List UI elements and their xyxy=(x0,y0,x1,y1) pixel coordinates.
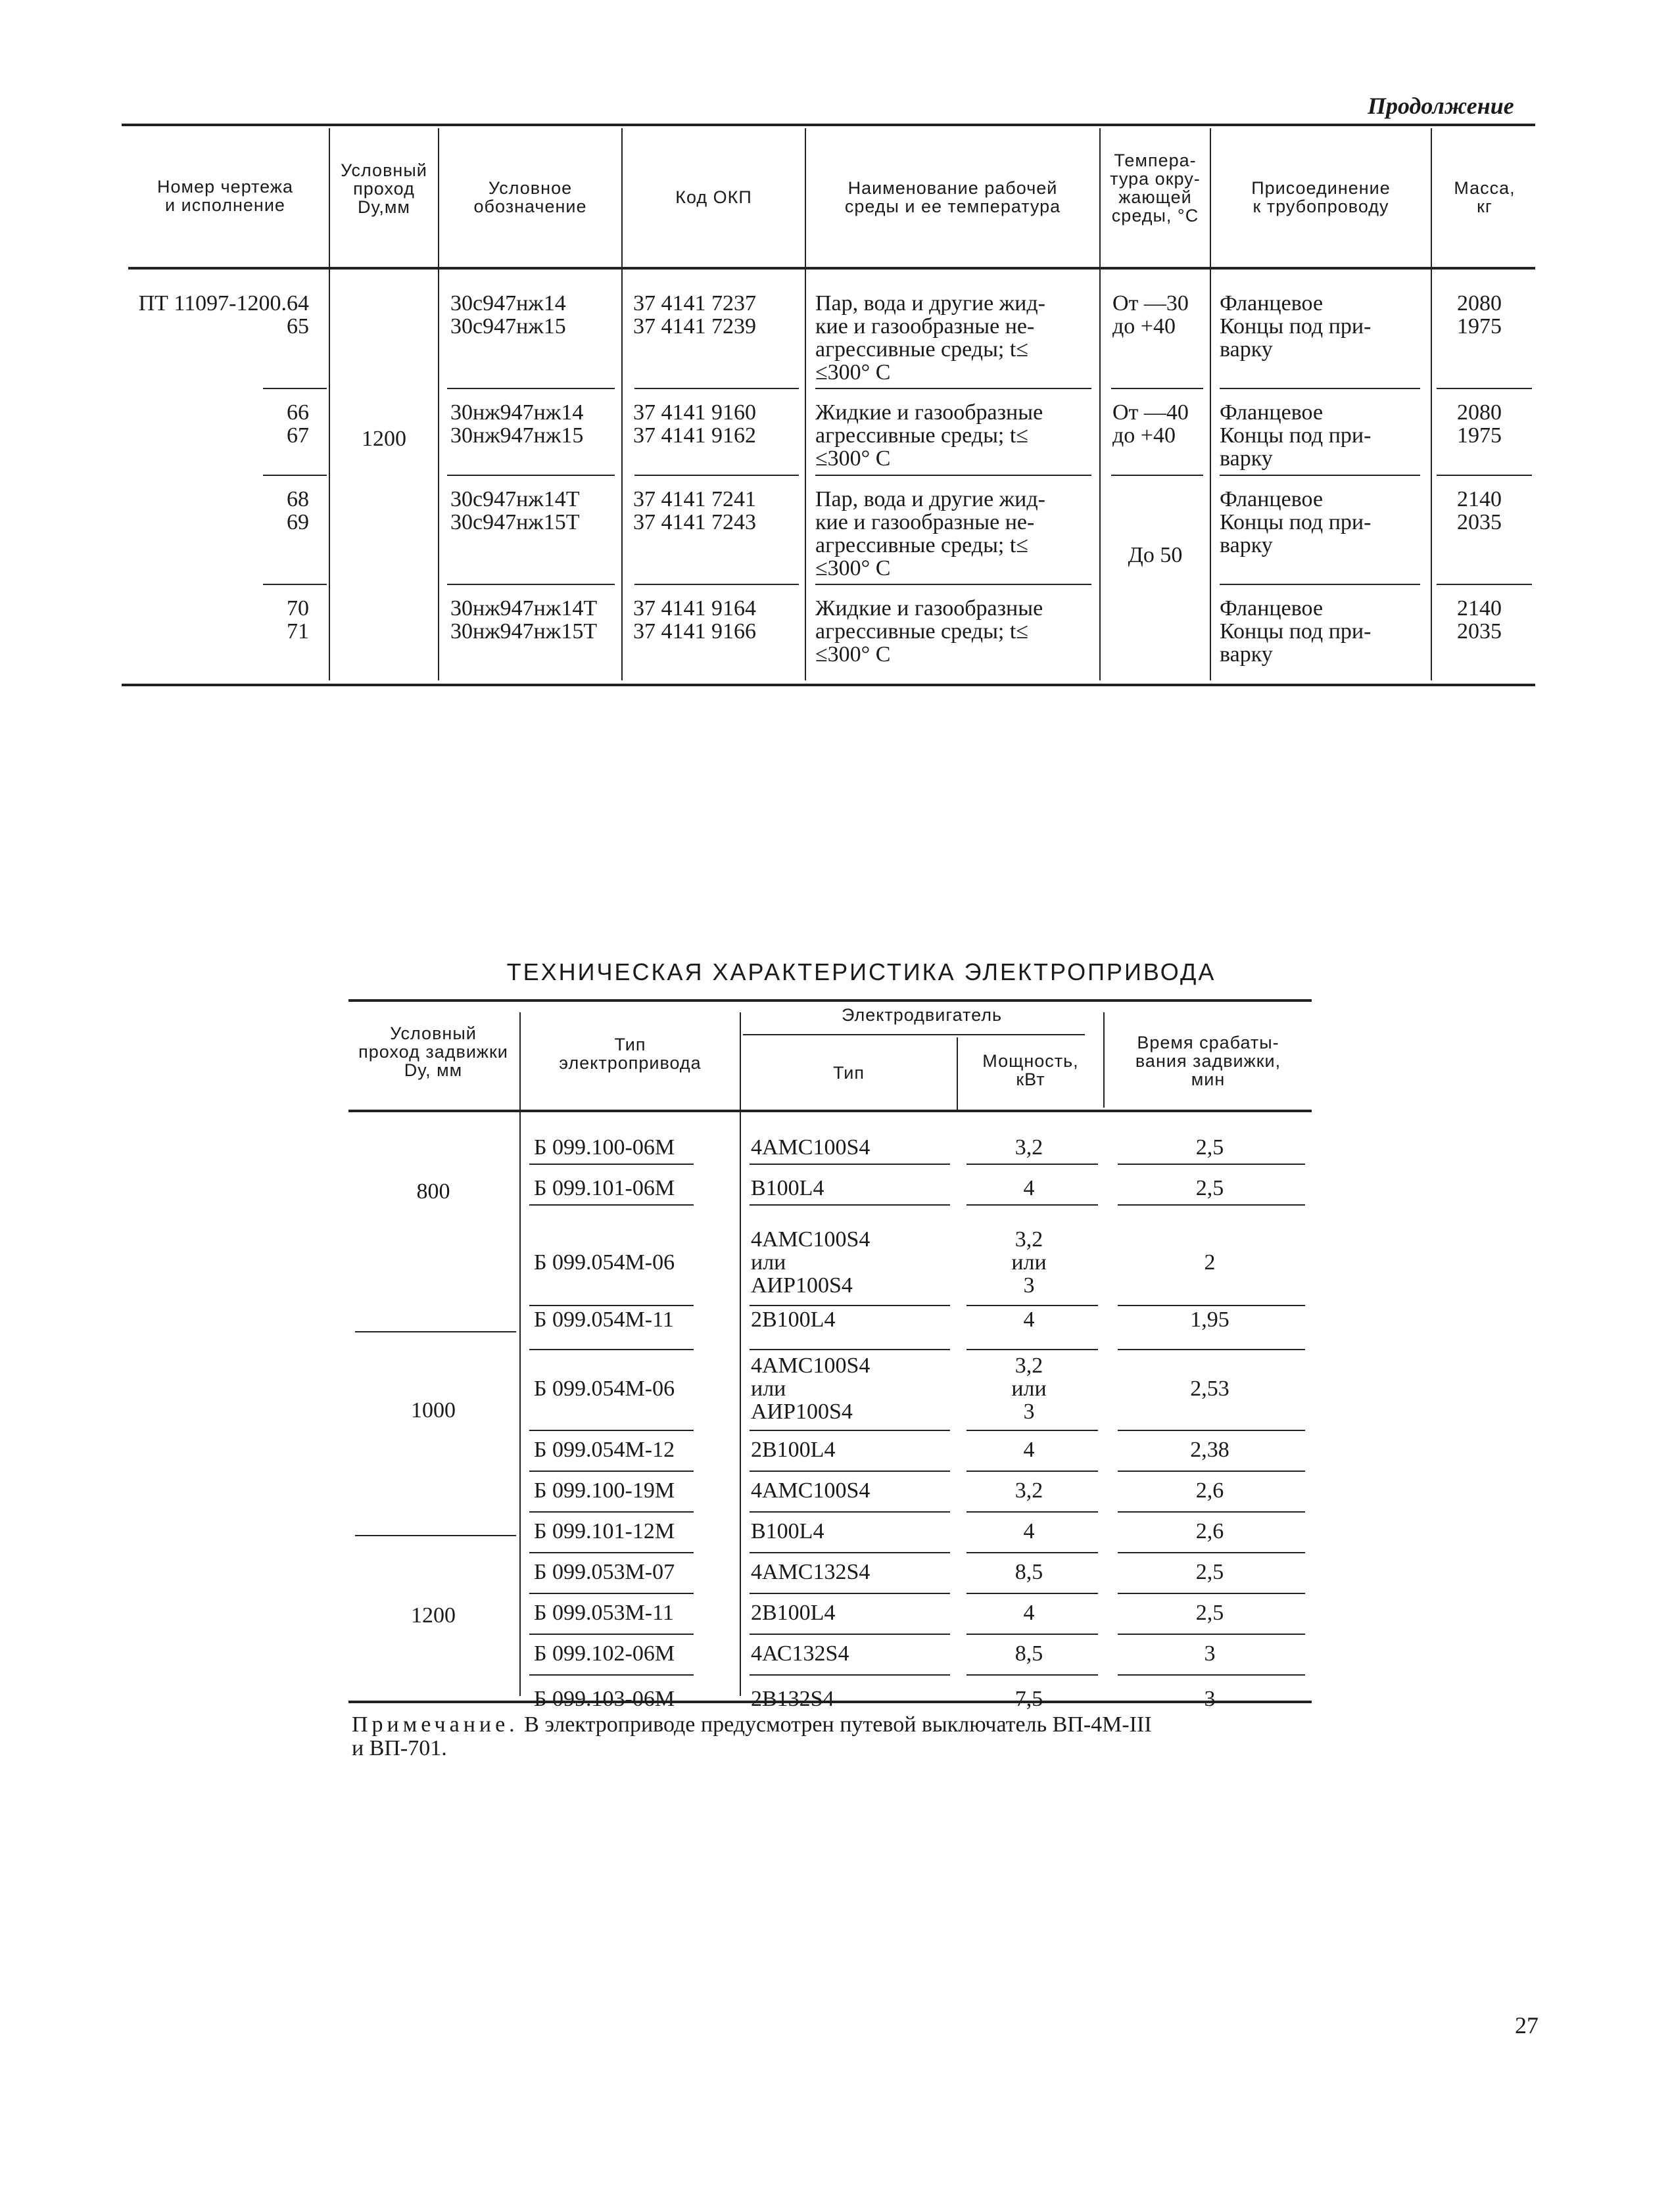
table2-motor-type: 4АС132S4 xyxy=(751,1641,849,1666)
table2-row-separator xyxy=(966,1164,1098,1165)
table2-power: 3,2 или 3 xyxy=(1011,1227,1047,1298)
table1-row-okp: 37 4141 7237 37 4141 7239 xyxy=(633,291,756,339)
table2-row-separator xyxy=(966,1674,1098,1676)
table1-row-mass: 2080 1975 xyxy=(1457,400,1502,448)
table1-row-connection: Фланцевое Концы под при- варку xyxy=(1220,596,1372,667)
group-separator xyxy=(263,475,327,476)
table1-row-connection: Фланцевое Концы под при- варку xyxy=(1220,291,1372,362)
table2-power: 4 xyxy=(1023,1601,1035,1625)
group-separator xyxy=(447,388,615,389)
table2-motor-type: 4АМС132S4 xyxy=(751,1560,871,1584)
table2-row-separator xyxy=(750,1674,950,1676)
table2-motor-type: 4АМС100S4 xyxy=(751,1478,871,1503)
table1-col-divider xyxy=(621,128,623,680)
table2-power: 8,5 xyxy=(1014,1560,1043,1584)
table2-row-separator xyxy=(529,1593,694,1594)
table2-row-separator xyxy=(1118,1511,1305,1513)
table2-row-separator xyxy=(529,1634,694,1635)
table1-row-okp: 37 4141 7241 37 4141 7243 xyxy=(633,487,756,534)
table2-power: 3,2 или 3 xyxy=(1011,1353,1047,1424)
header-nominal-diameter: Условный проход Dу,мм xyxy=(341,160,427,217)
table2-drive-type: Б 099.100-19М xyxy=(534,1478,675,1503)
table2-time: 3 xyxy=(1204,1687,1216,1711)
table2-motor-type: 2В132S4 xyxy=(751,1687,834,1711)
table2-group-separator xyxy=(355,1535,516,1536)
table2-drive-type: Б 099.053М-07 xyxy=(534,1560,675,1584)
header-mass: Масса, кг xyxy=(1454,178,1515,216)
table2-row-separator xyxy=(1118,1204,1305,1206)
table2-row-separator xyxy=(1118,1305,1305,1306)
header-ambient-temperature: Темпера- тура окру- жающей среды, °С xyxy=(1110,151,1201,225)
table2-row-separator xyxy=(966,1471,1098,1472)
header-medium: Наименование рабочей среды и ее температура xyxy=(844,178,1061,216)
table1-row-designations: 30с947нж14 30с947нж15 xyxy=(450,291,566,339)
table2-top-rule xyxy=(348,999,1312,1002)
table2-time: 2,6 xyxy=(1195,1478,1224,1503)
table1-dn-value: 1200 xyxy=(362,427,406,451)
group-separator xyxy=(1220,584,1420,585)
group-separator xyxy=(815,475,1091,476)
table1-row-numbers: 70 71 xyxy=(287,596,309,644)
table1-bottom-rule xyxy=(122,684,1535,686)
table2-dn-1000: 1000 xyxy=(411,1398,456,1423)
note-text: В электроприводе предусмотрен путевой выключатель ВП-4М-III и ВП-701. xyxy=(352,1712,1152,1760)
group-separator xyxy=(1220,475,1420,476)
table2-time: 1,95 xyxy=(1190,1307,1229,1332)
table2-row-separator xyxy=(1118,1471,1305,1472)
table2-row-separator xyxy=(529,1430,694,1431)
header-motor: Электродвигатель xyxy=(841,1005,1003,1025)
table2-power: 4 xyxy=(1023,1519,1035,1543)
table2-drive-type: Б 099.100-06М xyxy=(534,1135,675,1160)
group-separator xyxy=(447,584,615,585)
table1-row-numbers: ПТ 11097-1200.64 65 xyxy=(138,291,309,339)
group-separator xyxy=(634,388,799,389)
table1-ambient-merged: До 50 xyxy=(1128,543,1183,567)
table2-row-separator xyxy=(1118,1164,1305,1165)
table2-row-separator xyxy=(966,1204,1098,1206)
table2-power: 4 xyxy=(1023,1307,1035,1332)
table1-row-connection: Фланцевое Концы под при- варку xyxy=(1220,487,1372,557)
table2-drive-type: Б 099.054М-12 xyxy=(534,1438,675,1462)
table1-row-numbers: 68 69 xyxy=(287,487,309,534)
table2-row-separator xyxy=(750,1430,950,1431)
table2-drive-type: Б 099.054М-06 xyxy=(534,1250,675,1275)
table1-row-okp: 37 4141 9160 37 4141 9162 xyxy=(633,400,756,448)
table2-power: 3,2 xyxy=(1014,1135,1043,1160)
group-separator xyxy=(815,388,1091,389)
group-separator xyxy=(1437,584,1532,585)
table1-row-mass: 2080 1975 xyxy=(1457,291,1502,339)
table2-row-separator xyxy=(966,1634,1098,1635)
table2-power: 8,5 xyxy=(1014,1641,1043,1666)
table1-row-medium: Пар, вода и другие жид- кие и газообразные не- агрессивные среды; t≤ ≤300° С xyxy=(815,291,1045,385)
table1-row-medium: Жидкие и газообразные агрессивные среды; t≤ ≤300° С xyxy=(815,596,1043,667)
table2-time: 2,5 xyxy=(1195,1560,1224,1584)
table1-row-designations: 30нж947нж14Т 30нж947нж15Т xyxy=(450,596,598,644)
table2-time: 2,6 xyxy=(1195,1519,1224,1543)
group-separator xyxy=(1220,388,1420,389)
table2-time: 2 xyxy=(1204,1250,1216,1275)
table2-row-separator xyxy=(750,1552,950,1553)
table2-row-separator xyxy=(529,1164,694,1165)
table2-col-divider xyxy=(740,1012,741,1696)
table2-drive-type: Б 099.101-12М xyxy=(534,1519,675,1543)
table2-row-separator xyxy=(1118,1674,1305,1676)
table2-drive-type: Б 099.102-06М xyxy=(534,1641,675,1666)
table2-power: 7,5 xyxy=(1014,1687,1043,1711)
table2-motor-type: 4АМС100S4 или АИР100S4 xyxy=(751,1353,871,1424)
header-drawing-number: Номер чертежа и исполнение xyxy=(157,177,293,215)
table1-row-designations: 30с947нж14Т 30с947нж15Т xyxy=(450,487,580,534)
group-separator xyxy=(634,475,799,476)
table2-row-separator xyxy=(750,1305,950,1306)
header-connection: Присоединение к трубопроводу xyxy=(1251,178,1391,216)
table2-dn-1200: 1200 xyxy=(411,1603,456,1628)
table2-power: 4 xyxy=(1023,1438,1035,1462)
table2-motor-type: 2В100L4 xyxy=(751,1438,836,1462)
table2-time: 2,5 xyxy=(1195,1135,1224,1160)
table2-row-separator xyxy=(966,1593,1098,1594)
table2-drive-type: Б 099.101-06М xyxy=(534,1176,675,1200)
table2-row-separator xyxy=(1118,1552,1305,1553)
table2-dn-800: 800 xyxy=(416,1179,450,1204)
table2-row-separator xyxy=(750,1471,950,1472)
table2-row-separator xyxy=(750,1349,950,1350)
header-response-time: Время срабаты- вания задвижки, мин xyxy=(1135,1033,1281,1089)
header-valve-nominal-diameter: Условный проход задвижки Dу, мм xyxy=(358,1024,508,1080)
header-power: Мощность, кВт xyxy=(982,1051,1079,1089)
table2-row-separator xyxy=(529,1305,694,1306)
table1-row-ambient: От —40 до +40 xyxy=(1112,400,1189,448)
table2-row-separator xyxy=(529,1349,694,1350)
group-separator xyxy=(815,584,1091,585)
table2-time: 2,5 xyxy=(1195,1601,1224,1625)
table2-motor-type: В100L4 xyxy=(751,1519,824,1543)
table2-row-separator xyxy=(966,1430,1098,1431)
table2-motor-subheader-rule xyxy=(743,1034,1085,1035)
group-separator xyxy=(263,388,327,389)
table2-row-separator xyxy=(1118,1634,1305,1635)
table2-power: 4 xyxy=(1023,1176,1035,1200)
table1-header-rule xyxy=(128,267,1535,270)
table2-title: ТЕХНИЧЕСКАЯ ХАРАКТЕРИСТИКА ЭЛЕКТРОПРИВОДА xyxy=(506,958,1216,985)
table2-drive-type: Б 099.103-06М xyxy=(534,1687,675,1711)
table2-motor-type: 2В100L4 xyxy=(751,1601,836,1625)
table2-row-separator xyxy=(529,1552,694,1553)
table2-row-separator xyxy=(966,1552,1098,1553)
group-separator xyxy=(1437,475,1532,476)
table2-time: 2,53 xyxy=(1190,1377,1229,1401)
note xyxy=(352,1713,1318,1760)
table2-row-separator xyxy=(966,1305,1098,1306)
table2-motor-type: 4АМС100S4 или АИР100S4 xyxy=(751,1227,871,1298)
table2-row-separator xyxy=(750,1593,950,1594)
group-separator xyxy=(1111,388,1203,389)
table1-row-mass: 2140 2035 xyxy=(1457,487,1502,534)
table2-row-separator xyxy=(966,1349,1098,1350)
table2-row-separator xyxy=(750,1164,950,1165)
table2-motor-type: 4АМС100S4 xyxy=(751,1135,871,1160)
table2-header-rule xyxy=(348,1110,1312,1112)
header-okp-code: Код ОКП xyxy=(675,187,752,207)
header-designation: Условное обозначение xyxy=(473,178,587,216)
group-separator xyxy=(1111,475,1203,476)
table2-row-separator xyxy=(529,1471,694,1472)
header-motor-type: Тип xyxy=(832,1063,865,1083)
group-separator xyxy=(1437,388,1532,389)
table1-row-medium: Жидкие и газообразные агрессивные среды; t≤ ≤300° С xyxy=(815,400,1043,471)
table1-top-rule xyxy=(122,124,1535,126)
table1-row-connection: Фланцевое Концы под при- варку xyxy=(1220,400,1372,471)
table2-group-separator xyxy=(355,1331,516,1332)
table2-motor-type: В100L4 xyxy=(751,1176,824,1200)
table2-drive-type: Б 099.054М-06 xyxy=(534,1377,675,1401)
table2-row-separator xyxy=(750,1634,950,1635)
table2-row-separator xyxy=(1118,1349,1305,1350)
table1-row-ambient: От —30 до +40 xyxy=(1112,291,1189,339)
table2-time: 2,38 xyxy=(1190,1438,1229,1462)
group-separator xyxy=(263,584,327,585)
table2-row-separator xyxy=(1118,1593,1305,1594)
table1-row-mass: 2140 2035 xyxy=(1457,596,1502,644)
table2-row-separator xyxy=(529,1204,694,1206)
table2-time: 3 xyxy=(1204,1641,1216,1666)
table1-row-medium: Пар, вода и другие жид- кие и газообразные не- агрессивные среды; t≤ ≤300° С xyxy=(815,487,1045,580)
table2-motor-type: 2В100L4 xyxy=(751,1307,836,1332)
table2-row-separator xyxy=(1118,1430,1305,1431)
table2-row-separator xyxy=(750,1204,950,1206)
page-number: 27 xyxy=(1515,2012,1539,2038)
table2-row-separator xyxy=(966,1511,1098,1513)
table1-row-okp: 37 4141 9164 37 4141 9166 xyxy=(633,596,756,644)
table2-drive-type: Б 099.054М-11 xyxy=(534,1307,674,1332)
table2-drive-type: Б 099.053М-11 xyxy=(534,1601,674,1625)
header-drive-type: Тип электропривода xyxy=(559,1035,702,1073)
table2-time: 2,5 xyxy=(1195,1176,1224,1200)
table1-row-designations: 30нж947нж14 30нж947нж15 xyxy=(450,400,584,448)
group-separator xyxy=(447,475,615,476)
table2-row-separator xyxy=(529,1674,694,1676)
table1-row-numbers: 66 67 xyxy=(287,400,309,448)
group-separator xyxy=(634,584,799,585)
table2-row-separator xyxy=(750,1511,950,1513)
table2-power: 3,2 xyxy=(1014,1478,1043,1503)
table2-row-separator xyxy=(529,1511,694,1513)
continuation-label: Продолжение xyxy=(1368,93,1514,119)
note-label: Примечание. xyxy=(352,1712,519,1737)
table2-col-divider xyxy=(519,1012,521,1696)
